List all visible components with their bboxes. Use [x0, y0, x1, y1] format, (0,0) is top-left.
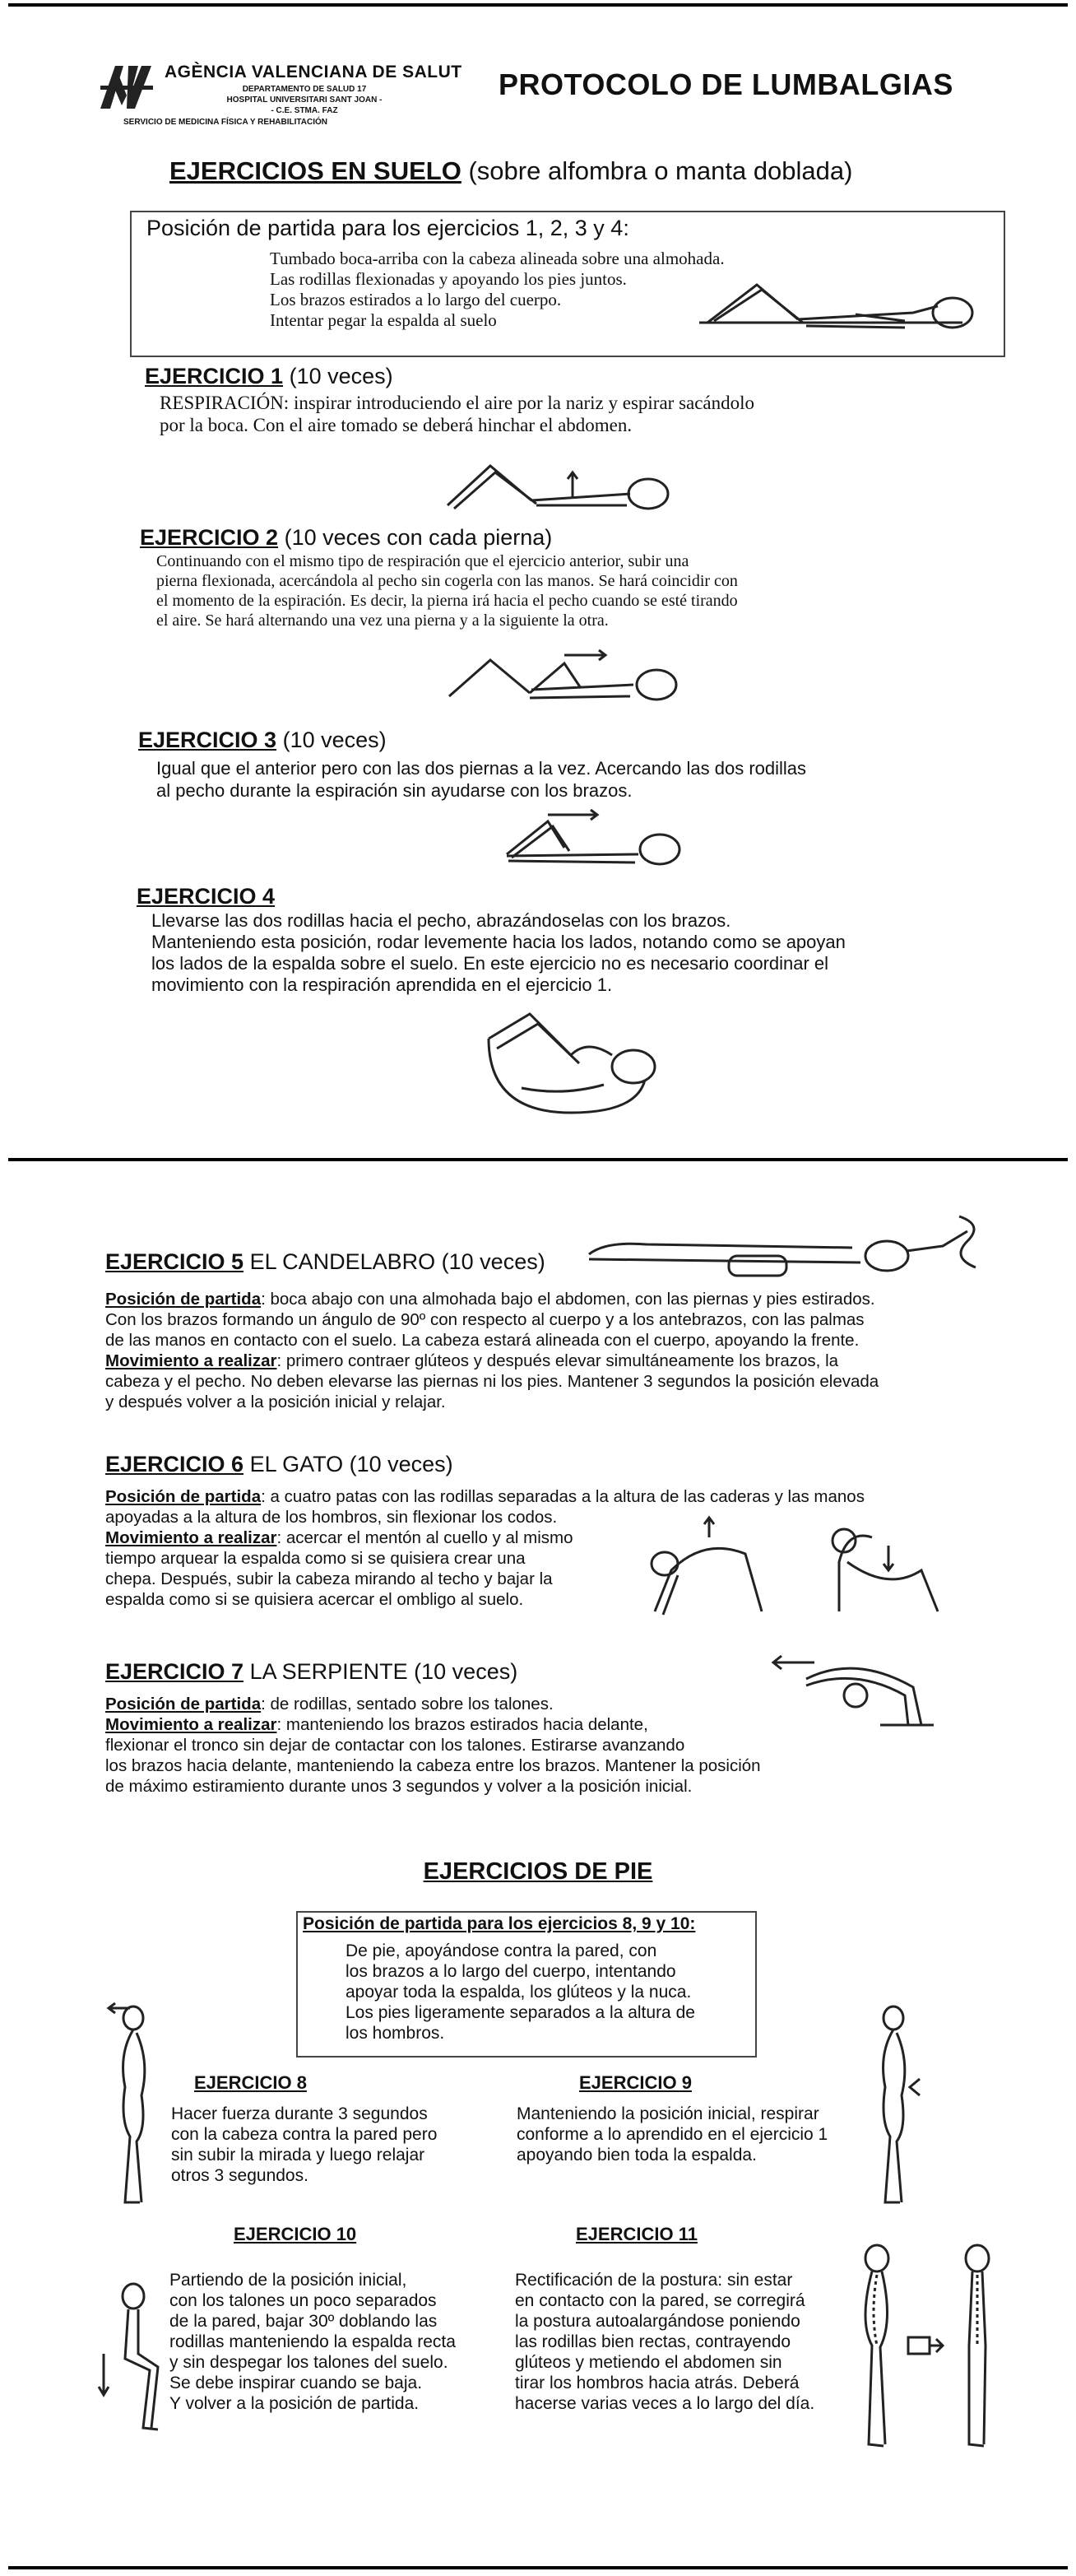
standing-section-title: EJERCICIOS DE PIE — [423, 1858, 653, 1885]
exercise-5-illustration — [581, 1208, 992, 1287]
page-break-rule — [8, 1158, 1068, 1161]
exercise-10-text: Partiendo de la posición inicial, con los talones un poco separados de la pared, bajar 30º doblando las rodillas manteniendo la espalda recta y sin despegar los talones del suelo. Se debe inspirar cuando se baja. Y volver a la posición de partida. — [169, 2271, 456, 2413]
exercise-8-text: Hacer fuerza durante 3 segundos con la cabeza contra la pared pero sin subir la mirada y luego relajar otros 3 segundos. — [171, 2104, 438, 2185]
exercise-5-text: Posición de partida: boca abajo con una almohada bajo el abdomen, con las piernas y pies estirados. Con los brazos formando un ángulo de 90º con respecto al cuerpo y a los antebrazos, con las palmas de las manos en contacto con el suelo. La cabeza estará alineada con el cuerpo, apoyando la frente. Movimiento a realizar: primero contraer glúteos y después elevar simultáneamente los brazos, la cabeza y el pecho. No deben elevarse las piernas ni los pies. Mantener 3 segundos la posición elevada y después volver a la posición inicial y relajar. — [105, 1290, 879, 1411]
exercise-4-illustration — [472, 1006, 666, 1123]
exercise-2-title: EJERCICIO 2 (10 veces con cada pierna) — [140, 525, 553, 550]
exercise-5-title: EJERCICIO 5 EL CANDELABRO (10 veces) — [105, 1249, 545, 1274]
top-rule — [8, 3, 1068, 7]
exercise-8-figure — [100, 1997, 158, 2219]
exercise-9-title: EJERCICIO 9 — [579, 2072, 692, 2093]
exercise-7-text: Posición de partida: de rodillas, sentado sobre los talones. Movimiento a realizar: manteniendo los brazos estirados hacia delante, flexionar el tronco sin dejar de contactar con los talones. Estirarse avanzando los brazos hacia delante, manteniendo la cabeza entre los brazos. Mantener la posición de máximo estiramiento durante unos 3 segundos y volver a la posición inicial. — [105, 1695, 761, 1796]
document-title: PROTOCOLO DE LUMBALGIAS — [499, 67, 953, 101]
exercise-11-text: Rectificación de la postura: sin estar en contacto con la pared, se corregirá la postura autoalargándose poniendo las rodillas bien rectas, contrayendo glúteos y metiendo el abdomen sin tirar los hombros hacia atrás. Deberá hacerse varias veces a lo largo del día. — [515, 2271, 815, 2413]
bottom-rule — [8, 2566, 1068, 2569]
exercise-7-illustration — [757, 1646, 954, 1737]
standing-box-text: De pie, apoyándose contra la pared, con los brazos a lo largo del cuerpo, intentando apoyar toda la espalda, los glúteos y la nuca. Los pies ligeramente separados a la altura de los hombros. — [346, 1941, 695, 2043]
exercise-6-text: Posición de partida: a cuatro patas con las rodillas separadas a la altura de las caderas y las manos apoyadas a la altura de los hombros, sin flexionar los codos. Movimiento a realizar: acercar el mentón al cuello y al mismo tiempo arquear la espalda como si se quisiera crear una chepa. Después, subir la cabeza mirando al techo y bajar la espalda como si se quisiera acercar el ombligo al suelo. — [105, 1487, 865, 1609]
org-name: AGÈNCIA VALENCIANA DE SALUT — [165, 63, 462, 81]
exercise-9-figure — [869, 1997, 926, 2219]
start-box-title: Posición de partida para los ejercicios 1, 2, 3 y 4: — [146, 216, 629, 240]
exercise-10-title: EJERCICIO 10 — [234, 2224, 357, 2244]
exercise-11-posture-illustration — [847, 2239, 1009, 2461]
exercise-3-text: Igual que el anterior pero con las dos piernas a la vez. Acercando las dos rodillas al pecho durante la espiración sin ayudarse con los brazos. — [156, 758, 807, 801]
supine-figure-illustration — [691, 272, 987, 346]
exercise-6-title: EJERCICIO 6 EL GATO (10 veces) — [105, 1452, 453, 1476]
exercise-1-text: RESPIRACIÓN: inspirar introduciendo el aire por la nariz y espirar sacándolo por la boca. Con el aire tomado se deberá hinchar el abdomen. — [160, 393, 755, 435]
exercise-8-title: EJERCICIO 8 — [194, 2072, 307, 2093]
exercise-4-title: EJERCICIO 4 — [137, 884, 276, 909]
standing-box-title: Posición de partida para los ejercicios 8, 9 y 10: — [303, 1914, 696, 1933]
exercise-1-title: EJERCICIO 1 (10 veces) — [145, 364, 393, 388]
exercise-4-text: Llevarse las dos rodillas hacia el pecho, abrazándoselas con los brazos. Manteniendo esta posición, rodar levemente hacia los lados, notando como se apoyan los lados de la espalda sobre el suelo. En este ejercicio no es necesario coordinar el movimiento con la respiración aprendida en el ejercicio 1. — [151, 910, 846, 995]
exercise-6-hollow-illustration — [814, 1513, 962, 1628]
exercise-6-arched-illustration — [638, 1513, 795, 1628]
exercise-1-illustration — [441, 451, 679, 520]
org-lines: DEPARTAMENTO DE SALUD 17 HOSPITAL UNIVERSITARI SANT JOAN - - C.E. STMA. FAZ — [226, 85, 383, 115]
exercise-11-title: EJERCICIO 11 — [576, 2224, 698, 2244]
agency-logo — [99, 58, 156, 115]
exercise-2-text: Continuando con el mismo tipo de respiración que el ejercicio anterior, subir una pierna flexionada, acercándola al pecho sin cogerla con las manos. Se hará coincidir con el momento de la espiración. Es decir, la pierna irá hacia el pecho cuando se esté tirando el aire. Se hará alternando una vez una pierna y a la siguiente la otra. — [156, 552, 738, 630]
floor-section-title: EJERCICIOS EN SUELO (sobre alfombra o manta doblada) — [169, 156, 853, 185]
exercise-9-text: Manteniendo la posición inicial, respirar conforme a lo aprendido en el ejercicio 1 apoyando bien toda la espalda. — [517, 2104, 828, 2164]
start-box-text: Tumbado boca-arriba con la cabeza alineada sobre una almohada. Las rodillas flexionadas y apoyando los pies juntos. Los brazos estirados a lo largo del cuerpo. Intentar pegar la espalda al suelo — [270, 249, 725, 330]
exercise-10-figure — [92, 2280, 174, 2444]
exercise-3-illustration — [457, 805, 696, 874]
exercise-2-illustration — [441, 639, 688, 714]
service-name: SERVICIO DE MEDICINA FÍSICA Y REHABILITACIÓN — [123, 118, 327, 127]
exercise-3-title: EJERCICIO 3 (10 veces) — [138, 728, 387, 752]
exercise-7-title: EJERCICIO 7 LA SERPIENTE (10 veces) — [105, 1659, 518, 1684]
